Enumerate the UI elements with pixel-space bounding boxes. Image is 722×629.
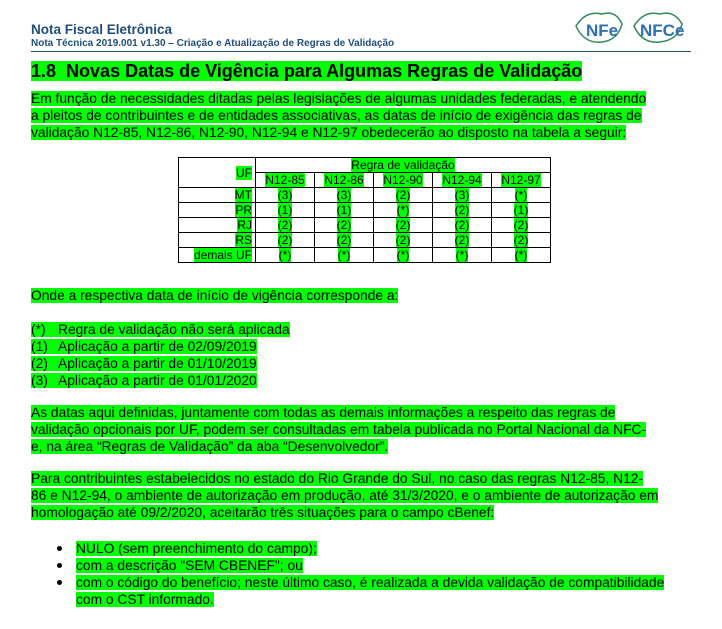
legend-item: (3) Aplicação a partir de 01/01/2020 <box>31 373 257 388</box>
uf-cell: MT <box>179 188 256 203</box>
bullet-item: com o código do benefício; neste último caso, é realizada a devida validação de compatibilidade com o CST informado. <box>31 574 691 608</box>
bullet-icon <box>57 563 62 568</box>
legend-item: (*) Regra de validação não será aplicada <box>31 322 290 337</box>
uf-cell: RS <box>179 233 256 248</box>
bullet-icon <box>57 546 62 551</box>
table-row: RS (2) (2) (2) (2) (2) <box>179 233 551 248</box>
rule-group-header: Regra de validação <box>256 158 551 173</box>
section-heading <box>31 60 691 82</box>
column-header: N12-97 <box>492 173 551 188</box>
section-number: 1.8 <box>31 61 57 81</box>
column-header: N12-94 <box>433 173 492 188</box>
table-row: PR (1) (1) (*) (2) (1) <box>179 203 551 218</box>
logo-nfe-text: NFe <box>586 21 619 40</box>
intro-paragraph <box>31 90 691 141</box>
rs-paragraph: Para contribuintes estabelecidos no estado do Rio Grande do Sul, no caso das regras N12-85, N12- 86 e N12-94, o ambiente de autorização em produção, até 31/3/2020, e o ambiente de autorização em homologação até 09/2/2020, aceitarão três situações para o campo cBenef: <box>31 471 659 520</box>
table-row: MT (3) (3) (2) (3) (*) <box>179 188 551 203</box>
table-row: RJ (2) (2) (2) (2) (2) <box>179 218 551 233</box>
column-header: N12-85 <box>256 173 315 188</box>
bullet-icon <box>57 580 62 585</box>
cbenef-bullet-list <box>31 540 691 608</box>
legend-item: (1) Aplicação a partir de 02/09/2019 <box>31 339 257 354</box>
portal-paragraph: As datas aqui definidas, juntamente com todas as demais informações a respeito das regras de validação opcionais por UF, podem ser consultadas em tabela publicada no Portal Nacional da NFC- e, na área “Regras de Validação” da aba “Desenvolvedor”. <box>31 405 647 454</box>
vigencia-intro: Onde a respectiva data de início de vigência corresponde a: <box>31 288 399 303</box>
section-title: Novas Datas de Vigência para Algumas Regras de Validação <box>66 61 583 81</box>
logo-nfce-text: NFCe <box>640 21 685 40</box>
intro-line: Em função de necessidades ditadas pelas legislações de algumas unidades federadas, e atendendo <box>31 91 647 106</box>
uf-cell: PR <box>179 203 256 218</box>
column-header: N12-90 <box>374 173 433 188</box>
header-rule <box>31 51 691 52</box>
validation-rules-table <box>178 157 551 263</box>
legend-item: (2) Aplicação a partir de 01/10/2019 <box>31 356 257 371</box>
header-title: Nota Fiscal Eletrônica <box>31 22 173 37</box>
nfe-nfce-logo <box>572 6 692 50</box>
uf-cell: demais UF <box>179 248 256 263</box>
bullet-item: NULO (sem preenchimento do campo); <box>31 540 691 557</box>
legend-list <box>31 321 290 389</box>
intro-line: a pleitos de contribuintes e de entidades associativas, as datas de início de exigência das regras de <box>31 108 642 123</box>
intro-line: validação N12-85, N12-86, N12-90, N12-94 e N12-97 obedecerão ao disposto na tabela a seguir: <box>31 125 627 140</box>
table-row: demais UF (*) (*) (*) (*) (*) <box>179 248 551 263</box>
uf-cell: RJ <box>179 218 256 233</box>
column-header: N12-86 <box>315 173 374 188</box>
bullet-item: com a descrição "SEM CBENEF"; ou <box>31 557 691 574</box>
uf-header: UF <box>179 158 256 188</box>
header-subtitle: Nota Técnica 2019.001 v1.30 – Criação e Atualização de Regras de Validação <box>31 38 395 49</box>
